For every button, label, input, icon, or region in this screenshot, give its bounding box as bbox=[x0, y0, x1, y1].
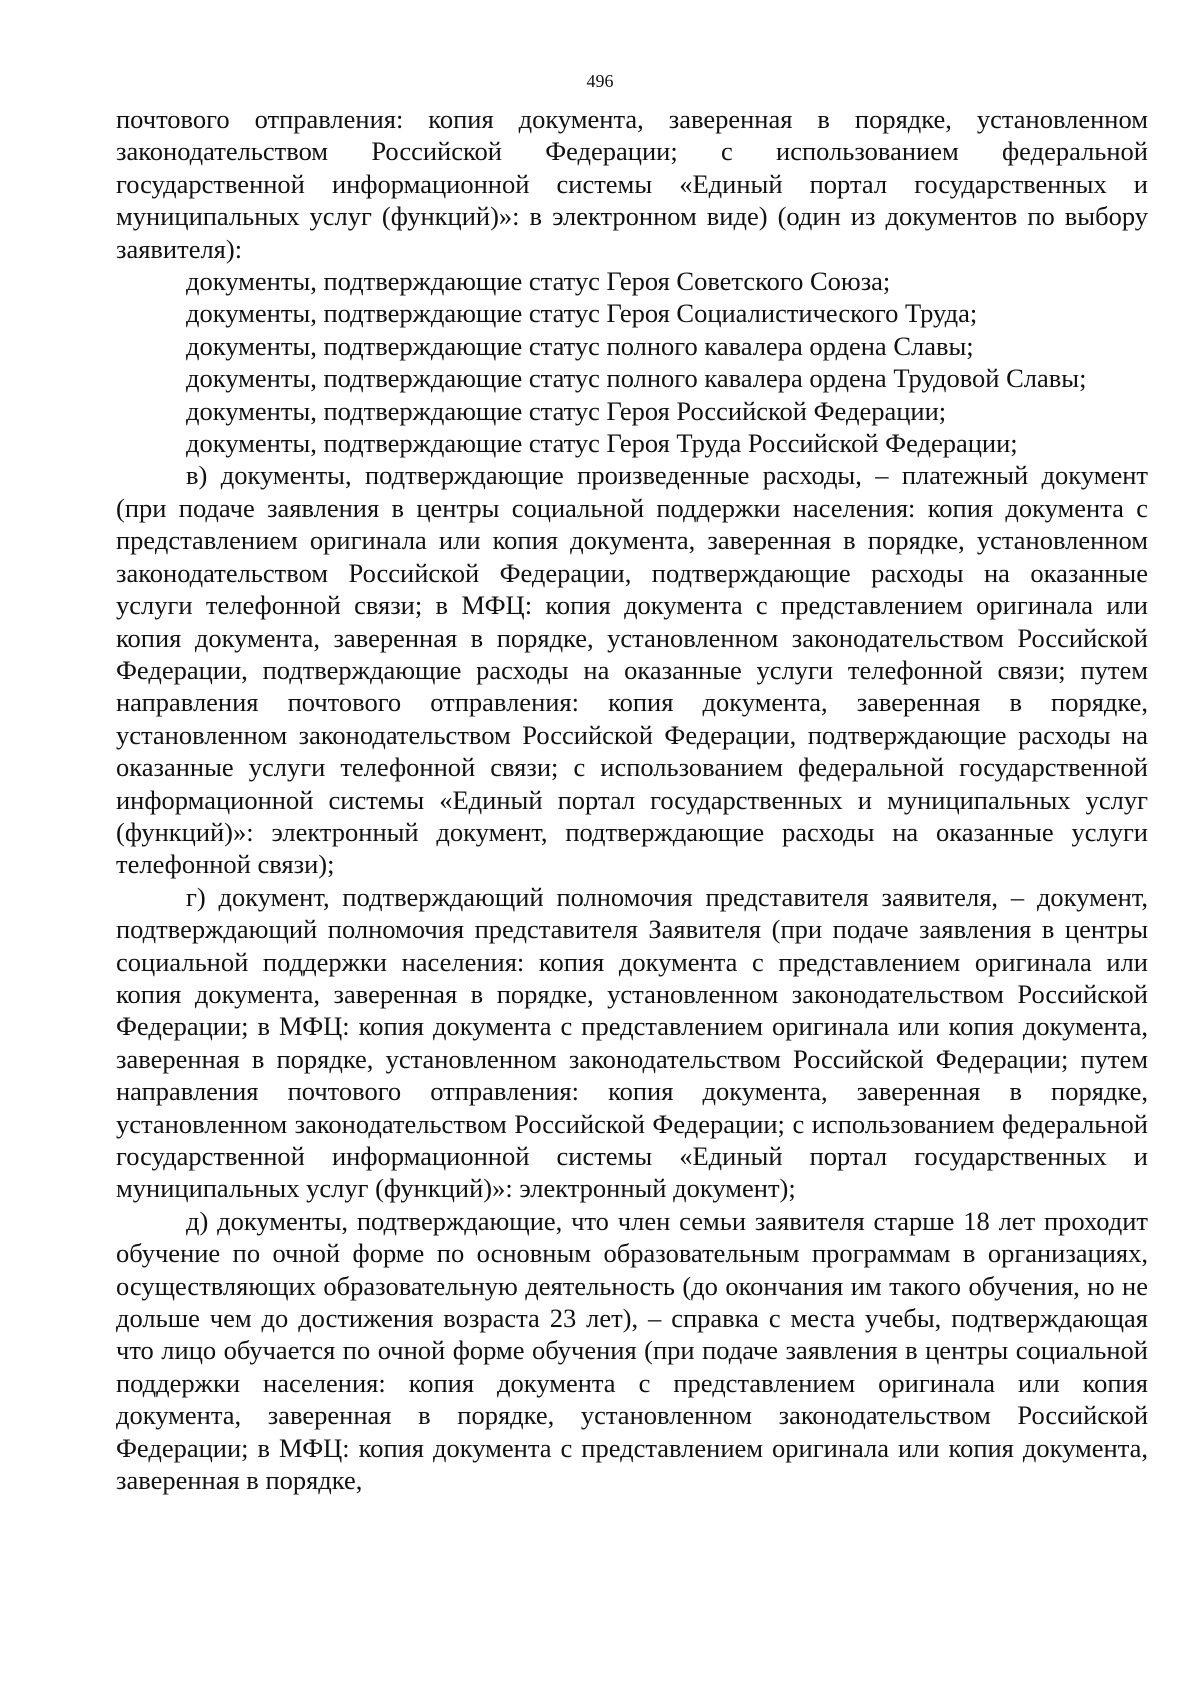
paragraph-continuation: почтового отправления: копия документа, заверенная в порядке, установленном законодательством Российской Федерации; с использованием федеральной государственной информационной системы «Единый портал государственных и муниципальных услуг (функций)»: в электронном виде) (один из документов по выбору заявителя): bbox=[116, 104, 1148, 264]
page-number: 496 bbox=[586, 71, 614, 91]
paragraph-item-v: в) документы, подтверждающие произведенные расходы, – платежный документ (при подаче заявления в центры социальной поддержки населения: копия документа с представлением оригинала или копия документа, заверенная в порядке, установленном законодательством Российской Федерации, подтверждающие расходы на оказанные услуги телефонной связи; в МФЦ: копия документа с представлением оригинала или копия документа, заверенная в порядке, установленном законодательством Российской Федерации, подтверждающие расходы на оказанные услуги телефонной связи; путем направления почтового отправления: копия документа, заверенная в порядке, установленном законодательством Российской Федерации, подтверждающие расходы на оказанные услуги телефонной связи; с использованием федеральной государственной информационной системы «Единый портал государственных и муниципальных услуг (функций)»: электронный документ, подтверждающие расходы на оказанные услуги телефонной связи); bbox=[116, 460, 1148, 880]
list-item-hero-russian-federation: документы, подтверждающие статус Героя Российской Федерации; bbox=[186, 395, 947, 426]
list-item-hero-of-labour: документы, подтверждающие статус Героя Труда Российской Федерации; bbox=[186, 428, 1018, 459]
list-item-hero-soviet-union: документы, подтверждающие статус Героя Советского Союза; bbox=[186, 266, 891, 297]
list-item-order-of-labour-glory: документы, подтверждающие статус полного кавалера ордена Трудовой Славы; bbox=[186, 363, 1087, 394]
paragraph-item-d: д) документы, подтверждающие, что член семьи заявителя старше 18 лет проходит обучение по очной форме по основным образовательным программам в организациях, осуществляющих образовательную деятельность (до окончания им такого обучения, но не дольше чем до достижения возраста 23 лет), – справка с места учебы, подтверждающая что лицо обучается по очной форме обучения (при подаче заявления в центры социальной поддержки населения: копия документа с представлением оригинала или копия документа, заверенная в порядке, установленном законодательством Российской Федерации; в МФЦ: копия документа с представлением оригинала или копия документа, заверенная в порядке, bbox=[116, 1205, 1148, 1496]
list-item-hero-socialist-labour: документы, подтверждающие статус Героя Социалистического Труда; bbox=[186, 298, 978, 329]
list-item-order-of-glory: документы, подтверждающие статус полного кавалера ордена Славы; bbox=[186, 330, 974, 361]
paragraph-item-g: г) документ, подтверждающий полномочия представителя заявителя, – документ, подтверждающий полномочия представителя Заявителя (при подаче заявления в центры социальной поддержки населения: копия документа с представлением оригинала или копия документа, заверенная в порядке, установленном законодательством Российской Федерации; в МФЦ: копия документа с представлением оригинала или копия документа, заверенная в порядке, установленном законодательством Российской Федерации; путем направления почтового отправления: копия документа, заверенная в порядке, установленном законодательством Российской Федерации; с использованием федеральной государственной информационной системы «Единый портал государственных и муниципальных услуг (функций)»: электронный документ); bbox=[116, 881, 1148, 1204]
document-body bbox=[116, 103, 1148, 1496]
